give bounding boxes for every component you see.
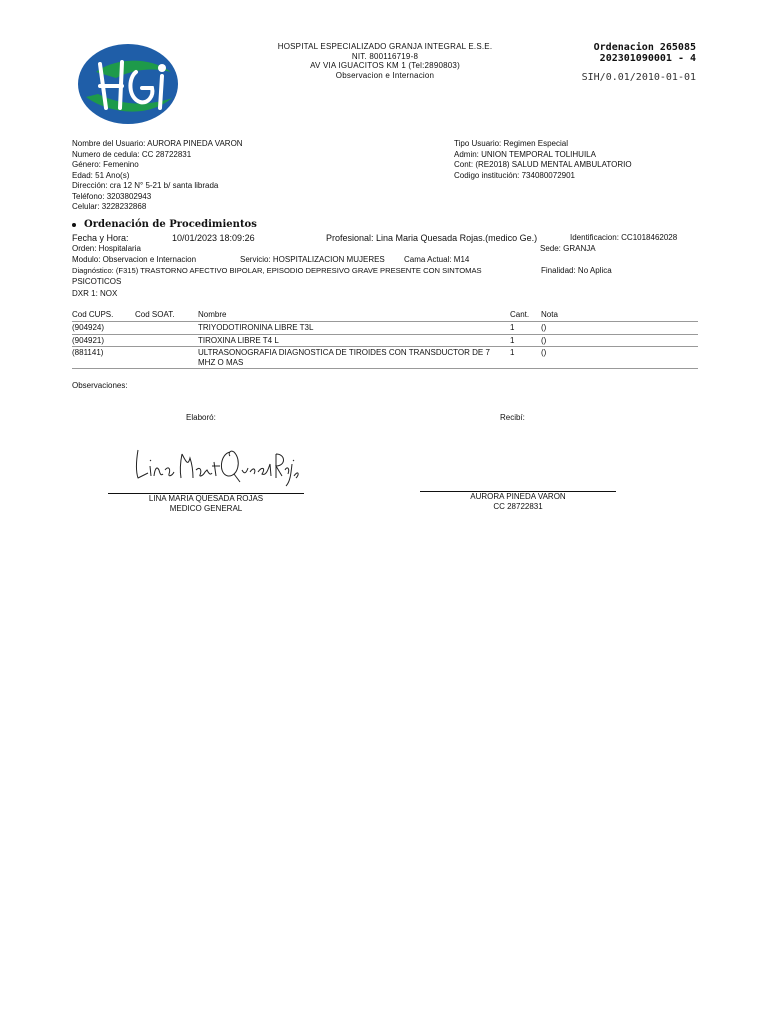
identificacion: Identificacion: CC1018462028: [570, 233, 678, 242]
cell-cups: (904924): [72, 322, 135, 335]
fecha-value: 10/01/2023 18:09:26: [172, 233, 255, 243]
cell-soat: [135, 347, 198, 369]
left-signer-role: MEDICO GENERAL: [169, 504, 243, 513]
order-number: Ordenacion 265085: [593, 42, 696, 53]
cell-cant: 1: [510, 334, 541, 347]
cell-cups: (904921): [72, 334, 135, 347]
orden: Orden: Hospitalaria: [72, 244, 141, 253]
right-signer-name: AURORA PINEDA VARON: [470, 492, 566, 501]
contract: Cont: (RE2018) SALUD MENTAL AMBULATORIO: [454, 160, 632, 169]
cell-soat: [135, 334, 198, 347]
hospital-logo: [76, 42, 180, 126]
cell-nombre: TIROXINA LIBRE T4 L: [198, 334, 510, 347]
right-signer-id: CC 28722831: [493, 502, 543, 511]
institution-code: Codigo institución: 734080072901: [454, 170, 575, 180]
bullet-icon: [72, 223, 76, 227]
sede: Sede: GRANJA: [540, 244, 596, 253]
cell-cant: 1: [510, 347, 541, 369]
table-row: [72, 334, 698, 347]
patient-gender: Género: Femenino: [72, 160, 139, 169]
col-soat: Cod SOAT.: [135, 310, 198, 322]
patient-id: Numero de cedula: CC 28722831: [72, 149, 192, 159]
dxr: DXR 1: NOX: [72, 289, 118, 298]
servicio: Servicio: HOSPITALIZACION MUJERES: [240, 255, 385, 264]
cell-nombre: TRIYODOTIRONINA LIBRE T3L: [198, 322, 510, 335]
table-row: [72, 322, 698, 335]
order-version: SIH/0.01/2010-01-01: [581, 72, 696, 83]
elaboro-label: Elaboró:: [186, 413, 216, 422]
patient-mobile: Celular: 3228232868: [72, 202, 147, 211]
cama: Cama Actual: M14: [404, 255, 470, 264]
fecha-label: Fecha y Hora:: [72, 233, 129, 243]
diagnostico: Diagnóstico: (F315) TRASTORNO AFECTIVO BIPOLAR, EPISODIO DEPRESIVO GRAVE PRESENTE CON SINTOMAS: [72, 266, 482, 275]
cell-nota: (): [541, 334, 698, 347]
hospital-name: HOSPITAL ESPECIALIZADO GRANJA INTEGRAL E.S.E.: [277, 42, 493, 51]
right-signer-block: [418, 492, 618, 512]
user-type: Tipo Usuario: Regimen Especial: [454, 139, 568, 148]
cell-nota: (): [541, 347, 698, 369]
hospital-header: [240, 42, 530, 80]
cell-cups: (881141): [72, 347, 135, 369]
cell-soat: [135, 322, 198, 335]
modulo: Modulo: Observacion e Internacion: [72, 255, 197, 264]
left-signer-name: LINA MARIA QUESADA ROJAS: [148, 494, 264, 503]
cell-nombre: ULTRASONOGRAFIA DIAGNOSTICA DE TIROIDES CON TRANSDUCTOR DE 7 MHZ O MAS: [198, 347, 510, 369]
order-block: [572, 42, 696, 84]
recibi-label: Recibí:: [500, 413, 525, 422]
handwritten-signature: [130, 440, 300, 488]
col-nombre: Nombre: [198, 310, 510, 322]
hospital-nit: NIT. 800116719-8: [351, 51, 419, 61]
order-code: 202301090001 - 4: [599, 53, 696, 64]
diagnostico-cont: PSICOTICOS: [72, 277, 122, 286]
left-signer-block: [106, 494, 306, 514]
patient-info-left: [72, 139, 243, 213]
observaciones-label: Observaciones:: [72, 381, 128, 390]
section-title: Ordenación de Procedimientos: [72, 219, 257, 230]
col-cups: Cod CUPS.: [72, 310, 135, 322]
patient-info-right: [454, 139, 632, 181]
table-row: [72, 347, 698, 369]
table-header-row: [72, 310, 698, 322]
finalidad: Finalidad: No Aplica: [541, 266, 612, 275]
procedures-table: [72, 310, 698, 369]
patient-age: Edad: 51 Ano(s): [72, 170, 130, 180]
patient-address: Dirección: cra 12 N° 5-21 b/ santa librada: [72, 181, 219, 190]
col-cant: Cant.: [510, 310, 541, 322]
cell-cant: 1: [510, 322, 541, 335]
col-nota: Nota: [541, 310, 698, 322]
profesional: Profesional: Lina Maria Quesada Rojas.(medico Ge.): [326, 233, 538, 243]
hospital-address: AV VIA IGUACITOS KM 1 (Tel:2890803): [310, 61, 460, 71]
cell-nota: (): [541, 322, 698, 335]
hospital-unit: Observacion e Internacion: [335, 70, 435, 80]
admin: Admin: UNION TEMPORAL TOLIHUILA: [454, 149, 596, 159]
patient-phone: Teléfono: 3203802943: [72, 191, 152, 201]
patient-name: Nombre del Usuario: AURORA PINEDA VARON: [72, 139, 243, 148]
